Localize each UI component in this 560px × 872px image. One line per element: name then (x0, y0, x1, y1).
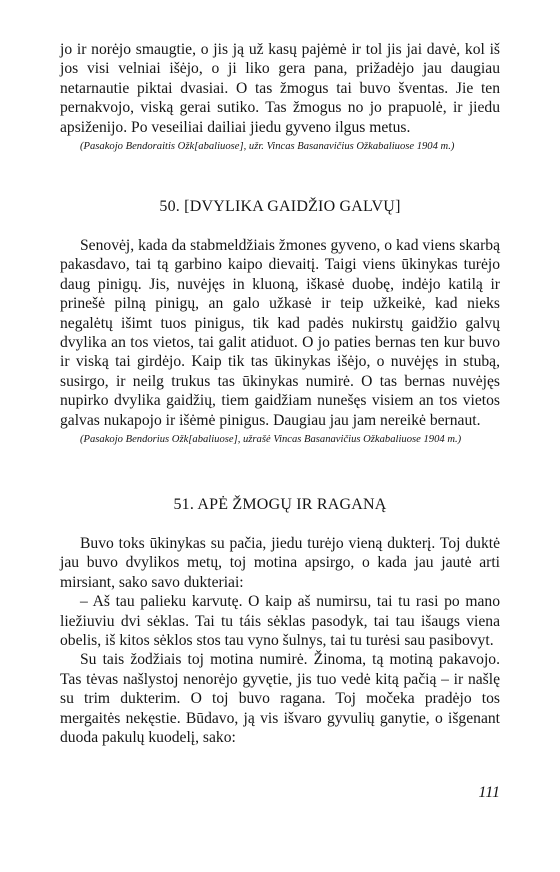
story-51-heading: 51. APĖ ŽMOGŲ IR RAGANĄ (173, 496, 387, 513)
story-50-section (60, 236, 500, 446)
intro-source-note: (Pasakojo Bendoraitis Ožk[abaliuose], užr. Vincas Basanavičius Ožkabaliuose 1904 m.) (80, 141, 455, 153)
story-51-paragraph-2: – Aš tau palieku karvutę. O kaip aš numirsu, tai tu rasi po mano liežiuviu dvi sėklas. Tai tu táis sėklas pasodyk, tai tau išaugs viena obelis, iš kitos sėklos stos tau vyno šulnys, tai tu turėsi sau pasibovyt. (60, 593, 500, 650)
story-50-source-note: (Pasakojo Bendorius Ožk[abaliuose], užrašė Vincas Basanavičius Ožkabaliuose 1904 m.) (80, 434, 462, 446)
story-51-paragraph-1: Buvo toks ūkinykas su pačia, jiedu turėjo vieną dukterį. Toj duktė jau buvo dvylikos metų, toj motina apsirgo, o kada jau jautė arti mirsiant, sako savo dukteriai: (60, 535, 500, 591)
story-51-section (60, 534, 500, 747)
story-50-paragraph: Senovėj, kada da stabmeldžiais žmones gyveno, o kad viens skarbą pakasdavo, tai tą garbino kaipo dievaitį. Taigi viens ūkinykas turėjo daug pinigų. Jis, nuvėjęs in kluoną, iškasė duobę, indėjo katilą ir prinešė pilną pinigų, an galo užkasė ir teip užkeikė, kad nieks negalėtų išimt tuos pinigus, tik kad padės nukirstų gaidžio galvų dvylika an tos vietos, tai galit atiduot. O jo paties bernas ten kur buvo ir viską tai girdėjo. Kaip tik tas ūkinykas išėjo, o nuvėjęs in stubą, susirgo, ir neilg trukus tas ūkinykas numirė. O tas bernas nuvėjęs nupirko dvylika gaidžių, tiem gaidžiam nunešęs visiem an tos vietos galvas nukapojo ir išėmė pinigus. Daugiau jau jam nereikė bernaut. (60, 237, 500, 429)
intro-section (60, 40, 500, 153)
story-50-heading: 50. [DVYLIKA GAIDŽIO GALVŲ] (159, 198, 401, 215)
page-number: 111 (478, 784, 500, 801)
story-51-paragraph-3: Su tais žodžiais toj motina numirė. Žinoma, tą motiną pakavojo. Tas tėvas našlystoj nenorėjo gyvętie, jis tuo vedė kitą pačią – ir našlę su trim dukterim. O toj buvo ragana. Toj močeka pradėjo tos mergaitės nekęstie. Būdavo, ją vis išvaro gyvulių ganytie, o išgenant duoda pakulų kuodelį, sako: (60, 651, 500, 747)
intro-paragraph: jo ir norėjo smaugtie, o jis ją už kasų pajėmė ir tol jis jai davė, kol iš jos visi velniai išėjo, o ji liko gera pana, prižadėjo jau daugiau netarnautie piktai dvasiai. O tas žmogus tai buvo šventas. Jie ten pernakvojo, viską gerai sutiko. Tas žmogus no jo prapuolė, ir jiedu apsiženijo. Po veseiliai dailiai jiedu gyveno ilgus metus. (60, 41, 500, 136)
